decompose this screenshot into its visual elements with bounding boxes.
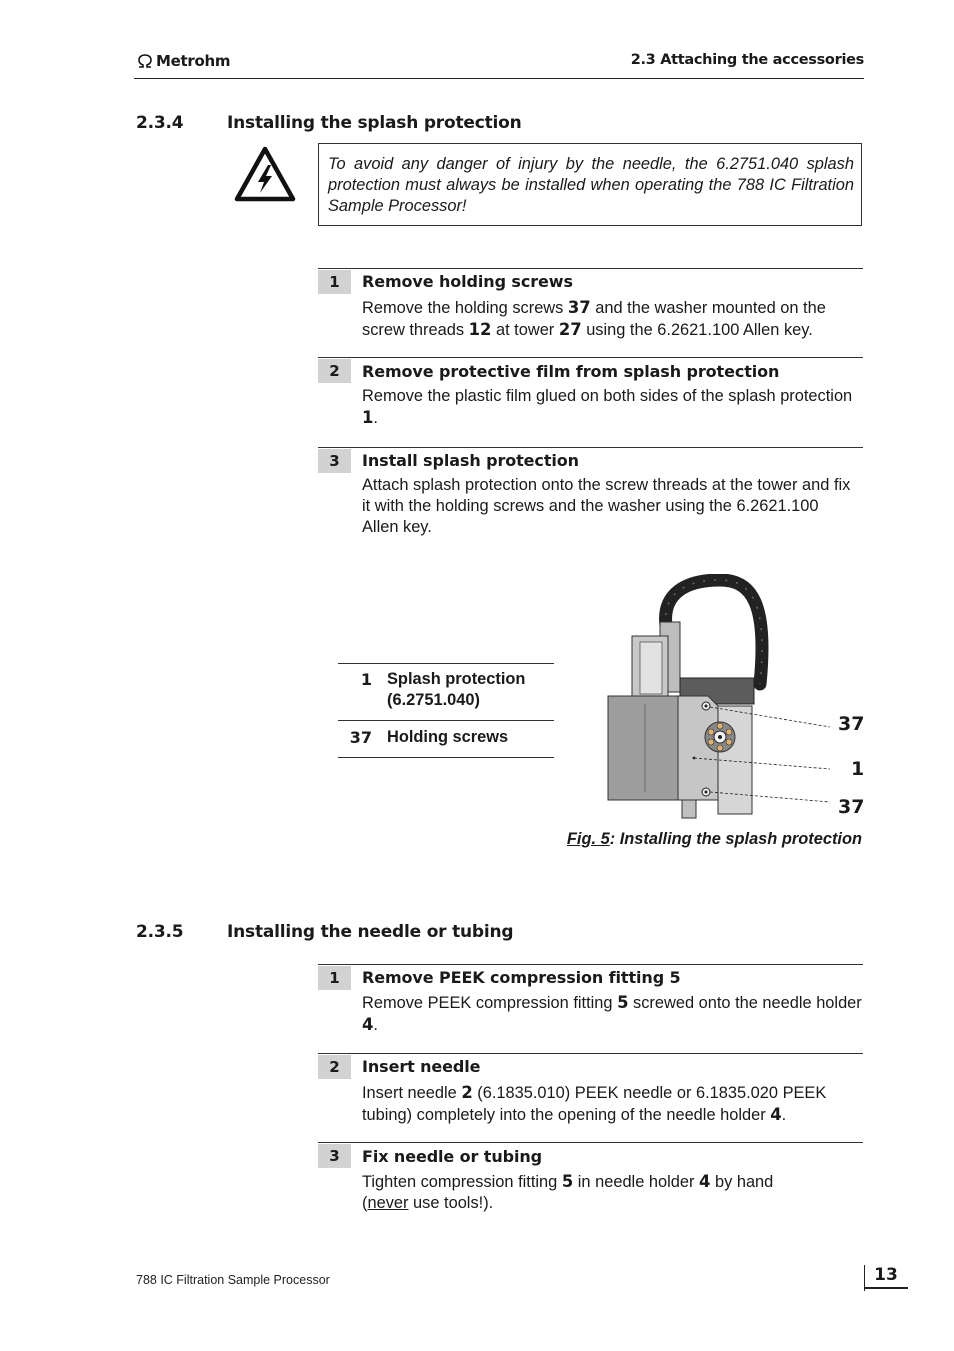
step-title: Remove protective film from splash protection — [362, 362, 780, 381]
step-title: Install splash protection — [362, 451, 579, 470]
part-reference-number: 4 — [770, 1105, 782, 1124]
section-number: 2.3.5 — [136, 922, 184, 942]
legend-number: 1 — [360, 670, 372, 689]
metrohm-logo — [136, 52, 230, 70]
emphasis-text: never — [367, 1194, 409, 1212]
header-divider — [134, 78, 864, 79]
step-body: Insert needle 2 (6.1835.010) PEEK needle or 6.1835.020 PEEK tubing) completely into the opening of the needle holder 4. — [362, 1083, 827, 1124]
step-body: Remove the holding screws 37 and the washer mounted on the screw threads 12 at tower 27 using the 6.2621.100 Allen key. — [362, 298, 826, 339]
high-voltage-warning-icon — [234, 146, 296, 207]
warning-text: To avoid any danger of injury by the needle, the 6.2751.040 splash protection must always be installed when operating the 788 IC Filtration Sample Processor! — [328, 155, 854, 215]
step-number: 1 — [318, 966, 351, 990]
omega-logo-icon — [136, 53, 154, 69]
legend-text — [387, 669, 525, 711]
section-title: Installing the needle or tubing — [227, 922, 514, 942]
legend-divider — [338, 663, 554, 664]
legend-number: 37 — [349, 728, 372, 747]
step-number: 1 — [318, 270, 351, 294]
part-reference-number: 2 — [461, 1083, 473, 1102]
logo-text: Metrohm — [156, 52, 231, 70]
section-number: 2.3.4 — [136, 113, 184, 133]
part-reference-number: 5 — [617, 993, 629, 1012]
figure-label: 37 — [838, 796, 865, 818]
section-title: Installing the splash protection — [227, 113, 522, 133]
step-divider — [318, 1142, 863, 1143]
step-title: Remove PEEK compression fitting 5 — [362, 968, 681, 987]
legend-divider — [338, 720, 554, 721]
splash-protection-illustration — [600, 574, 840, 829]
step-title: Insert needle — [362, 1057, 481, 1076]
legend-text-line: (6.2751.040) — [387, 691, 480, 709]
step-title: Fix needle or tubing — [362, 1147, 543, 1166]
step-body: Tighten compression fitting 5 in needle holder 4 by hand (never use tools!). — [362, 1172, 774, 1212]
part-reference-number: 4 — [362, 1015, 374, 1034]
step-divider — [318, 268, 863, 269]
step-number: 2 — [318, 1055, 351, 1079]
figure-caption — [567, 830, 862, 849]
part-reference-number: 27 — [558, 320, 582, 339]
page-number: 13 — [864, 1265, 908, 1289]
header-section-ref: 2.3 Attaching the accessories — [630, 52, 864, 68]
figure-label: 1 — [851, 758, 865, 780]
step-divider — [318, 964, 863, 965]
figure-caption-text: : Installing the splash protection — [609, 830, 862, 848]
step-body: Attach splash protection onto the screw threads at the tower and fix it with the holding screws and the washer using the 6.2621.100 Allen key. — [362, 476, 851, 536]
step-number: 3 — [318, 449, 351, 473]
step-body: Remove PEEK compression fitting 5 screwed onto the needle holder 4. — [362, 993, 862, 1034]
legend-text: Holding screws — [387, 728, 509, 746]
step-number: 3 — [318, 1144, 351, 1168]
step-divider — [318, 1053, 863, 1054]
step-title: Remove holding screws — [362, 272, 573, 291]
figure-label: 37 — [838, 713, 865, 735]
part-reference-number: 1 — [362, 408, 374, 427]
part-reference-number: 12 — [468, 320, 492, 339]
step-divider — [318, 447, 863, 448]
footer-product-name: 788 IC Filtration Sample Processor — [136, 1273, 330, 1287]
legend-text-line: Splash protection — [387, 670, 526, 688]
step-divider — [318, 357, 863, 358]
part-reference-number: 5 — [561, 1172, 574, 1191]
step-body: Remove the plastic film glued on both sides of the splash protection 1. — [362, 387, 853, 427]
step-number: 2 — [318, 359, 351, 383]
legend-divider — [338, 757, 554, 758]
part-reference-number: 37 — [567, 298, 591, 317]
figure-reference-link[interactable]: Fig. 5 — [566, 830, 610, 848]
part-reference-number: 4 — [699, 1172, 711, 1191]
